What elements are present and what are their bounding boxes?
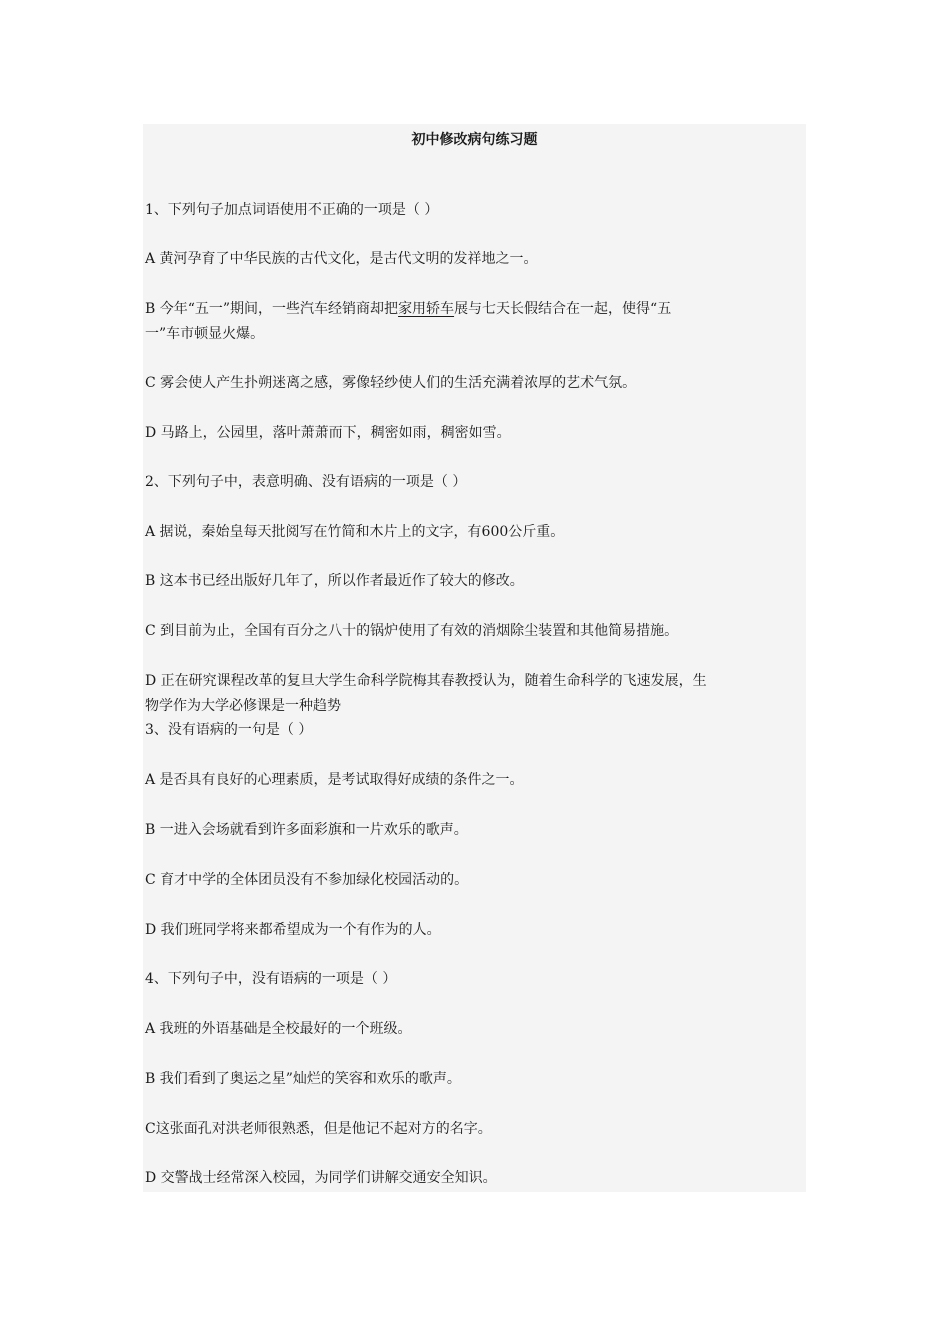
q1-option-b-underlined: 家用轿车: [398, 301, 455, 317]
q1-option-b: [145, 297, 807, 322]
q4-option-b: B 我们看到了奥运之星”灿烂的笑容和欢乐的歌声。: [145, 1071, 461, 1087]
q3-stem: 3、没有语病的一句是（ ）: [145, 722, 313, 738]
document-page: [143, 124, 806, 1192]
q3-option-b: B 一进入会场就看到许多面彩旗和一片欢乐的歌声。: [145, 822, 468, 838]
q2-stem: 2、下列句子中，表意明确、没有语病的一项是（ ）: [145, 474, 467, 490]
q1-stem: 1、下列句子加点词语使用不正确的一项是（ ）: [145, 202, 439, 218]
q1-option-a: A 黄河孕育了中华民族的古代文化，是古代文明的发祥地之一。: [145, 251, 538, 267]
q4-option-c: C这张面孔对洪老师很熟悉，但是他记不起对方的名字。: [145, 1121, 492, 1137]
q1-option-b-post: 展与七天长假结合在一起，使得“五: [454, 301, 672, 317]
q2-option-a: A 据说，秦始皇每天批阅写在竹简和木片上的文字，有600公斤重。: [145, 524, 565, 540]
q1-option-b-pre: B 今年“五一”期间，一些汽车经销商却把: [145, 301, 399, 317]
q1-option-b-continued: 一”车市顿显火爆。: [145, 326, 265, 342]
document-title: 初中修改病句练习题: [411, 132, 538, 148]
q3-option-c: C 育才中学的全体团员没有不参加绿化校园活动的。: [145, 872, 469, 888]
q2-option-d-continued: 物学作为大学必修课是一种趋势: [145, 698, 341, 714]
q4-stem: 4、下列句子中，没有语病的一项是（ ）: [145, 971, 397, 987]
q3-option-a: A 是否具有良好的心理素质，是考试取得好成绩的条件之一。: [145, 772, 524, 788]
q4-option-a: A 我班的外语基础是全校最好的一个班级。: [145, 1021, 412, 1037]
q3-option-d: D 我们班同学将来都希望成为一个有作为的人。: [145, 922, 441, 938]
q2-option-b: B 这本书已经出版好几年了，所以作者最近作了较大的修改。: [145, 573, 524, 589]
q1-option-d: D 马路上，公园里，落叶萧萧而下，稠密如雨，稠密如雪。: [145, 425, 511, 441]
q1-option-c: C 雾会使人产生扑朔迷离之感，雾像轻纱使人们的生活充满着浓厚的艺术气氛。: [145, 375, 637, 391]
q2-option-c: C 到目前为止，全国有百分之八十的锅炉使用了有效的消烟除尘装置和其他简易措施。: [145, 623, 679, 639]
q2-option-d: D 正在研究课程改革的复旦大学生命科学院梅其春教授认为，随着生命科学的飞速发展，生: [145, 673, 707, 689]
q4-option-d: D 交警战士经常深入校园，为同学们讲解交通安全知识。: [145, 1170, 497, 1186]
